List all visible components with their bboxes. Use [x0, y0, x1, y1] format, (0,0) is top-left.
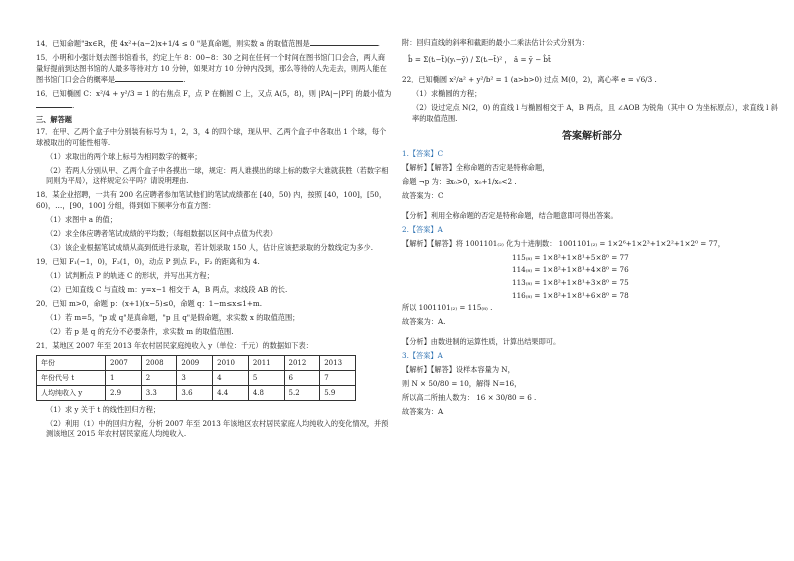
table-row: [37, 370, 356, 385]
table-cell: 6: [284, 370, 320, 385]
answer-2-final: 故答案为：A.: [402, 317, 446, 327]
table-cell: 3.6: [177, 385, 213, 400]
question-16-text: 16．已知椭圆 C：x²/4 + y²/3 = 1 的右焦点 F，点 P 在椭圆 C 上，又点 A(5，8)，则 |PA|−|PF| 的最小值为: [36, 89, 392, 99]
table-cell: 1: [106, 370, 142, 385]
question-20-part-1: （1）若 m=5，"p 或 q"是真命题，"p 且 q"是假命题，求实数 x 的取值范围；: [46, 312, 300, 322]
table-cell: 4: [213, 370, 249, 385]
answer-1-analysis: 【分析】利用全称命题的否定是特称命题，结合题意即可得出答案。: [402, 210, 618, 220]
regression-formula: b̂ = Σ(tᵢ−t̄)(yᵢ−ȳ) / Σ(tᵢ−t̄)² ， â = ȳ − b̂t̄: [408, 54, 551, 64]
answer-1-negation: 命题 ¬p 为：∃x₀>0，x₀+1/x₀<2 .: [402, 176, 517, 186]
table-cell: 4.8: [248, 385, 284, 400]
table-cell: 2: [141, 370, 177, 385]
right-column: [402, 38, 782, 421]
answer-2-tag: 2.【答案】A: [402, 224, 443, 234]
table-cell: 5.9: [320, 385, 356, 400]
table-cell: 4.4: [213, 385, 249, 400]
question-20-part-2: （2）若 p 是 q 的充分不必要条件，求实数 m 的取值范围.: [46, 326, 234, 336]
answer-blank: [310, 38, 378, 46]
formula-intro: 附：回归直线的斜率和截距的最小二乘法估计公式分别为：: [402, 38, 589, 47]
table-cell: 5.2: [284, 385, 320, 400]
income-table: [36, 355, 356, 401]
table-cell: 2012: [284, 355, 320, 370]
question-22: 22．已知椭圆 x²/a² + y²/b² = 1 (a>b>0) 过点 M(0，2)，离心率 e = √6/3 .: [402, 75, 657, 85]
question-21-part-1: （1）求 y 关于 t 的线性回归方程；: [46, 404, 161, 414]
answer-2-equation: 116₍₈₎ = 1×8²+1×8¹+6×8⁰ = 78: [512, 290, 629, 300]
question-17: 17．在甲、乙两个盒子中分别装有标号为 1，2，3，4 的四个球，现从甲、乙两个盒子中各取出 1 个球，每个球被取出的可能性相等.: [36, 127, 387, 147]
table-cell: 2013: [320, 355, 356, 370]
answer-2-equation: 115₍₈₎ = 1×8²+1×8¹+5×8⁰ = 77: [512, 252, 629, 262]
answer-3-explanation: 【解析】【解答】设样本容量为 N，: [402, 365, 515, 375]
question-19: 19．已知 F₁(−1，0)，F₂(1，0)，动点 P 到点 F₁，F₂ 的距离和为 4.: [36, 257, 260, 266]
table-cell: 2009: [177, 355, 213, 370]
question-21-part-2: （2）利用（1）中的回归方程，分析 2007 年至 2013 年该地区农村居民家庭人均纯收入的变化情况，并预测该地区 2015 年农村居民家庭人均纯收入.: [46, 418, 389, 439]
table-cell: 3.3: [141, 385, 177, 400]
table-cell: 2010: [213, 355, 249, 370]
question-17-part-1: （1）求取出的两个球上标号为相同数字的概率；: [46, 151, 202, 161]
question-14-text: 14．已知命题"∃x∈R，使 4x²+(a−2)x+1/4 ≤ 0 "是真命题，则实数 a 的取值范围是: [36, 39, 310, 48]
table-cell: 3: [177, 370, 213, 385]
table-cell: 2007: [106, 355, 142, 370]
question-18-part-2: （2）求全体应聘者笔试成绩的平均数；（每组数据以区间中点值为代表）: [46, 229, 277, 239]
answer-blank: [36, 100, 72, 108]
table-row: [37, 385, 356, 400]
question-22-part-2: （2）设过定点 N(2，0) 的直线 l 与椭圆相交于 A，B 两点，且 ∠AOB 为锐角（其中 O 为坐标原点），求直线 l 斜率的取值范围.: [412, 103, 778, 123]
answer-3-final: 故答案为：A: [402, 407, 444, 417]
section-heading: 三、解答题: [36, 114, 72, 124]
answer-3-step-1: 则 N × 50/80 = 10，解得 N=16，: [402, 379, 522, 389]
answer-3-tag: 3.【答案】A: [402, 351, 443, 361]
table-cell: 年份代号 t: [37, 370, 106, 385]
question-14: 14．已知命题"∃x∈R，使 4x²+(a−2)x+1/4 ≤ 0 "是真命题，则实数 a 的取值范围是 .: [36, 39, 380, 48]
question-18-part-1: （1）求图中 a 的值；: [46, 215, 117, 225]
table-cell: 人均纯收入 y: [37, 385, 106, 400]
answer-section-title: 答案解析部分: [562, 131, 622, 143]
question-21: 21．某地区 2007 年至 2013 年农村居民家庭纯收入 y（单位：千元）的数据如下表：: [36, 340, 313, 350]
answer-3-step-2: 所以高二所抽人数为： 16 × 30/80 = 6 .: [402, 393, 537, 403]
question-16: 16．已知椭圆 C：x²/4 + y²/3 = 1 的右焦点 F，点 P 在椭圆 C 上，又点 A(5，8)，则 |PA|−|PF| 的最小值为.: [36, 89, 392, 110]
question-18-part-3: （3）该企业根据笔试成绩从高到低进行录取，若计划录取 150 人，估计应该把录取的分数线定为多少.: [46, 243, 374, 253]
table-row: [37, 355, 356, 370]
table-cell: 2011: [248, 355, 284, 370]
table-cell: 2.9: [106, 385, 142, 400]
answer-2-equation: 114₍₈₎ = 1×8²+1×8¹+4×8⁰ = 76: [512, 265, 629, 275]
table-cell: 2008: [141, 355, 177, 370]
left-column: [36, 38, 392, 443]
table-cell: 7: [320, 370, 356, 385]
question-17-part-2: （2）若两人分别从甲、乙两个盒子中各摸出一球，规定：两人谁摸出的球上标的数字大谁就获胜（若数字相同则为平局），这样规定公平吗？请说明理由.: [46, 165, 389, 186]
answer-2-equation: 113₍₈₎ = 1×8²+1×8¹+3×8⁰ = 75: [512, 278, 629, 288]
question-18: 18．某企业招聘，一共有 200 名应聘者参加笔试他们的笔试成绩都在 [40，50) 内，按照 [40，100]，[50，60)，…，[90，100] 分组，得到如下频率分布直方图：: [36, 190, 387, 211]
answer-2-conclusion: 所以 1001101₍₂₎ = 115₍₈₎ .: [402, 303, 493, 313]
question-22-part-1: （1）求椭圆的方程；: [412, 89, 482, 99]
question-19-part-2: （2）已知直线 C 与直线 m：y=x−1 相交于 A，B 两点，求线段 AB 的长.: [46, 284, 288, 294]
table-cell: 5: [248, 370, 284, 385]
answer-2-explanation: 【解析】【解答】将 1001101₍₂₎ 化为十进制数： 1001101₍₂₎ = 1×2⁶+1×2³+1×2²+1×2⁰ = 77，: [402, 238, 725, 248]
question-15: 15．小明和小强计划去图书馆看书，约定上午 8：00~8：30 之间在任何一个时间在图书馆门口会合，两人商量好提前到达图书馆的人最多等待对方 10 分钟，如果对方 10 分钟内没到，那么等待的人先走去，则两人能在图书馆门口会合的概率是 .: [36, 52, 387, 85]
question-20: 20．已知 m>0，命题 p：(x+1)(x−5)≤0，命题 q：1−m≤x≤1+m.: [36, 298, 262, 308]
answer-2-analysis: 【分析】由数进制的运算性质，计算出结果即可。: [402, 337, 561, 347]
answer-1-final: 故答案为：C: [402, 190, 444, 200]
question-19-part-1: （1）试判断点 P 的轨迹 C 的形状，并写出其方程；: [46, 270, 214, 280]
answer-blank: [115, 74, 183, 82]
answer-1-explanation: 【解析】【解答】全称命题的否定是特称命题，: [402, 162, 550, 172]
question-15-text: 15．小明和小强计划去图书馆看书，约定上午 8：00~8：30 之间在任何一个时间在图书馆门口会合，两人商量好提前到达图书馆的人最多等待对方 10 分钟，如果对方 10 分钟内没到，那么等待的人先走去，则两人能在图书馆门口会合的概率是: [36, 52, 387, 85]
table-cell: 年份: [37, 355, 106, 370]
answer-1-tag: 1.【答案】C: [402, 148, 444, 158]
